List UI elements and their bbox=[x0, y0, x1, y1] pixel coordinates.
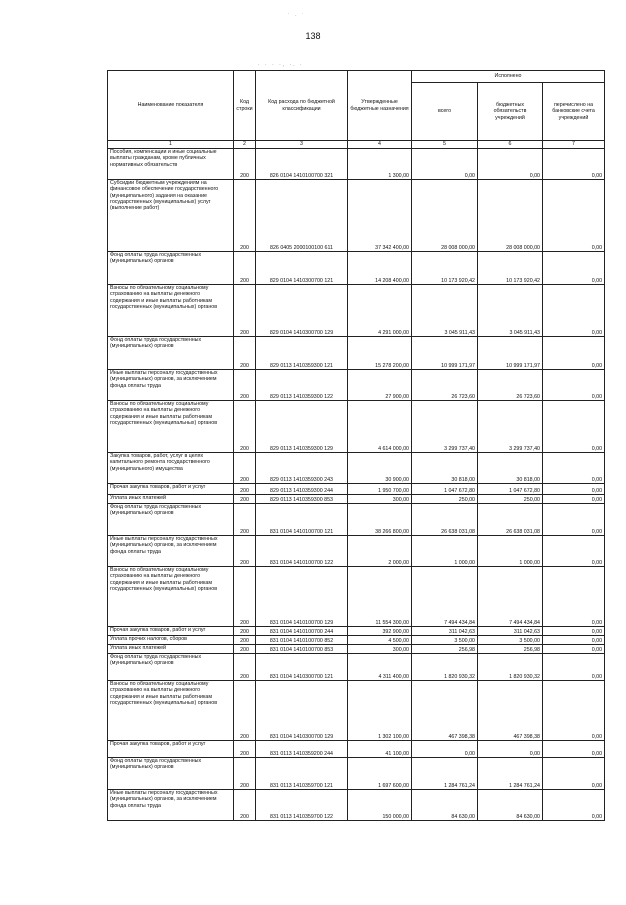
row-budget-code: 829 0113 1410359300 122 bbox=[256, 370, 348, 401]
row-budget-code: 829 0113 1410359300 853 bbox=[256, 495, 348, 504]
header-executed: Исполнено bbox=[412, 71, 605, 83]
row-bank-transfer: 0,00 bbox=[543, 180, 605, 252]
row-approved: 1 300,00 bbox=[348, 149, 412, 180]
row-obligations: 26 723,60 bbox=[478, 370, 543, 401]
row-approved: 30 900,00 bbox=[348, 453, 412, 484]
row-approved: 300,00 bbox=[348, 645, 412, 654]
row-name: Иные выплаты персоналу государственных (муниципальных) органов, за исключением фонда оплаты труда bbox=[108, 790, 234, 821]
row-name: Прочая закупка товаров, работ и услуг bbox=[108, 627, 234, 636]
row-name: Взносы по обязательному социальному страхованию на выплаты денежного содержания и иные выплаты работникам государственных (муниципальных) органов bbox=[108, 681, 234, 741]
row-name: Фонд оплаты труда государственных (муниципальных) органов bbox=[108, 654, 234, 681]
row-line-code: 200 bbox=[234, 285, 256, 337]
row-total: 1 820 930,32 bbox=[412, 654, 478, 681]
row-total: 26 638 031,08 bbox=[412, 504, 478, 536]
row-bank-transfer: 0,00 bbox=[543, 636, 605, 645]
row-name: Иные выплаты персоналу государственных (муниципальных) органов, за исключением фонда оплаты труда bbox=[108, 536, 234, 567]
row-total: 0,00 bbox=[412, 741, 478, 758]
row-name: Взносы по обязательному социальному страхованию на выплаты денежного содержания и иные выплаты работникам государственных (муниципальных) органов bbox=[108, 285, 234, 337]
row-bank-transfer: 0,00 bbox=[543, 504, 605, 536]
table-row bbox=[108, 453, 605, 484]
table-row bbox=[108, 495, 605, 504]
row-approved: 14 208 400,00 bbox=[348, 252, 412, 285]
row-obligations: 1 000,00 bbox=[478, 536, 543, 567]
row-approved: 37 342 400,00 bbox=[348, 180, 412, 252]
table-row bbox=[108, 681, 605, 741]
row-obligations: 0,00 bbox=[478, 741, 543, 758]
row-bank-transfer: 0,00 bbox=[543, 567, 605, 627]
row-budget-code: 829 0113 1410359300 129 bbox=[256, 401, 348, 453]
table-row bbox=[108, 790, 605, 821]
row-budget-code: 831 0113 1410359200 244 bbox=[256, 741, 348, 758]
row-obligations: 10 999 171,97 bbox=[478, 337, 543, 370]
row-budget-code: 831 0104 1410100700 853 bbox=[256, 645, 348, 654]
row-obligations: 256,98 bbox=[478, 645, 543, 654]
row-total: 256,98 bbox=[412, 645, 478, 654]
row-name: Уплата иных платежей bbox=[108, 645, 234, 654]
row-total: 467 398,38 bbox=[412, 681, 478, 741]
row-total: 10 173 920,42 bbox=[412, 252, 478, 285]
row-bank-transfer: 0,00 bbox=[543, 149, 605, 180]
row-obligations: 26 638 031,08 bbox=[478, 504, 543, 536]
row-obligations: 311 042,63 bbox=[478, 627, 543, 636]
row-total: 1 047 672,80 bbox=[412, 484, 478, 495]
row-name: Прочая закупка товаров, работ и услуг bbox=[108, 484, 234, 495]
row-line-code: 200 bbox=[234, 741, 256, 758]
scan-speck: · · · ·, ·. · bbox=[258, 62, 304, 68]
row-approved: 4 614 000,00 bbox=[348, 401, 412, 453]
row-line-code: 200 bbox=[234, 654, 256, 681]
column-number: 4 bbox=[348, 141, 412, 149]
table-row bbox=[108, 484, 605, 495]
row-name: Субсидии бюджетным учреждениям на финансовое обеспечение государственного (муниципального) задания на оказание государственных (муниципальных) услуг (выполнение работ) bbox=[108, 180, 234, 252]
table-row bbox=[108, 567, 605, 627]
row-bank-transfer: 0,00 bbox=[543, 337, 605, 370]
row-line-code: 200 bbox=[234, 495, 256, 504]
row-total: 250,00 bbox=[412, 495, 478, 504]
row-line-code: 200 bbox=[234, 645, 256, 654]
row-total: 0,00 bbox=[412, 149, 478, 180]
row-bank-transfer: 0,00 bbox=[543, 370, 605, 401]
row-bank-transfer: 0,00 bbox=[543, 645, 605, 654]
row-budget-code: 831 0104 1410100700 129 bbox=[256, 567, 348, 627]
row-budget-code: 831 0104 1410100700 122 bbox=[256, 536, 348, 567]
row-bank-transfer: 0,00 bbox=[543, 654, 605, 681]
row-approved: 150 000,00 bbox=[348, 790, 412, 821]
row-approved: 392 900,00 bbox=[348, 627, 412, 636]
table-row bbox=[108, 180, 605, 252]
row-line-code: 200 bbox=[234, 636, 256, 645]
row-line-code: 200 bbox=[234, 758, 256, 790]
table-row bbox=[108, 504, 605, 536]
column-number: 6 bbox=[478, 141, 543, 149]
row-obligations: 28 008 000,00 bbox=[478, 180, 543, 252]
table-row bbox=[108, 741, 605, 758]
header-approved: Утвержденные бюджетные назначения bbox=[348, 71, 412, 141]
row-budget-code: 826 0405 2000100100 611 bbox=[256, 180, 348, 252]
column-number: 1 bbox=[108, 141, 234, 149]
row-approved: 4 500,00 bbox=[348, 636, 412, 645]
row-bank-transfer: 0,00 bbox=[543, 453, 605, 484]
row-line-code: 200 bbox=[234, 567, 256, 627]
row-budget-code: 829 0113 1410359300 244 bbox=[256, 484, 348, 495]
row-approved: 4 291 000,00 bbox=[348, 285, 412, 337]
row-total: 10 999 171,97 bbox=[412, 337, 478, 370]
row-name: Фонд оплаты труда государственных (муниципальных) органов bbox=[108, 337, 234, 370]
row-line-code: 200 bbox=[234, 504, 256, 536]
row-approved: 300,00 bbox=[348, 495, 412, 504]
row-obligations: 3 500,00 bbox=[478, 636, 543, 645]
table-row bbox=[108, 337, 605, 370]
row-budget-code: 829 0104 1410300700 121 bbox=[256, 252, 348, 285]
row-line-code: 200 bbox=[234, 149, 256, 180]
row-approved: 4 311 400,00 bbox=[348, 654, 412, 681]
row-bank-transfer: 0,00 bbox=[543, 790, 605, 821]
table-row bbox=[108, 636, 605, 645]
row-total: 30 818,00 bbox=[412, 453, 478, 484]
row-total: 84 630,00 bbox=[412, 790, 478, 821]
row-budget-code: 831 0104 1410300700 121 bbox=[256, 654, 348, 681]
row-obligations: 7 494 434,84 bbox=[478, 567, 543, 627]
row-bank-transfer: 0,00 bbox=[543, 285, 605, 337]
row-budget-code: 831 0113 1410359700 122 bbox=[256, 790, 348, 821]
row-obligations: 1 284 761,24 bbox=[478, 758, 543, 790]
row-total: 1 284 761,24 bbox=[412, 758, 478, 790]
row-line-code: 200 bbox=[234, 681, 256, 741]
row-line-code: 200 bbox=[234, 484, 256, 495]
table-row bbox=[108, 536, 605, 567]
row-approved: 1 697 600,00 bbox=[348, 758, 412, 790]
row-total: 311 042,63 bbox=[412, 627, 478, 636]
row-name: Фонд оплаты труда государственных (муниципальных) органов bbox=[108, 504, 234, 536]
header-line-code: Код строки bbox=[234, 71, 256, 141]
row-line-code: 200 bbox=[234, 453, 256, 484]
table-row bbox=[108, 758, 605, 790]
row-budget-code: 831 0104 1410100700 121 bbox=[256, 504, 348, 536]
row-obligations: 250,00 bbox=[478, 495, 543, 504]
row-budget-code: 829 0113 1410359300 243 bbox=[256, 453, 348, 484]
row-approved: 2 000,00 bbox=[348, 536, 412, 567]
budget-execution-table bbox=[107, 70, 605, 821]
row-bank-transfer: 0,00 bbox=[543, 741, 605, 758]
row-line-code: 200 bbox=[234, 252, 256, 285]
header-budget-obligations: бюджетных обязательств учреждений bbox=[478, 83, 543, 141]
row-budget-code: 831 0104 1410300700 129 bbox=[256, 681, 348, 741]
row-approved: 41 100,00 bbox=[348, 741, 412, 758]
row-name: Взносы по обязательному социальному страхованию на выплаты денежного содержания и иные выплаты работникам государственных (муниципальных) органов bbox=[108, 401, 234, 453]
row-approved: 15 278 200,00 bbox=[348, 337, 412, 370]
row-budget-code: 829 0104 1410300700 129 bbox=[256, 285, 348, 337]
row-budget-code: 826 0104 1410100700 321 bbox=[256, 149, 348, 180]
row-bank-transfer: 0,00 bbox=[543, 627, 605, 636]
row-approved: 1 950 700,00 bbox=[348, 484, 412, 495]
row-obligations: 3 045 911,43 bbox=[478, 285, 543, 337]
row-name: Закупка товаров, работ, услуг в целях капитального ремонта государственного (муниципального) имущества bbox=[108, 453, 234, 484]
table-row bbox=[108, 252, 605, 285]
column-number: 2 bbox=[234, 141, 256, 149]
row-approved: 11 554 300,00 bbox=[348, 567, 412, 627]
row-approved: 1 302 100,00 bbox=[348, 681, 412, 741]
row-budget-code: 831 0104 1410100700 852 bbox=[256, 636, 348, 645]
row-obligations: 467 398,38 bbox=[478, 681, 543, 741]
row-name: Фонд оплаты труда государственных (муниципальных) органов bbox=[108, 252, 234, 285]
row-approved: 27 900,00 bbox=[348, 370, 412, 401]
row-line-code: 200 bbox=[234, 180, 256, 252]
row-name: Иные выплаты персоналу государственных (муниципальных) органов, за исключением фонда оплаты труда bbox=[108, 370, 234, 401]
row-bank-transfer: 0,00 bbox=[543, 758, 605, 790]
row-line-code: 200 bbox=[234, 536, 256, 567]
header-name: Наименование показателя bbox=[108, 71, 234, 141]
row-bank-transfer: 0,00 bbox=[543, 536, 605, 567]
row-line-code: 200 bbox=[234, 401, 256, 453]
row-line-code: 200 bbox=[234, 790, 256, 821]
row-bank-transfer: 0,00 bbox=[543, 495, 605, 504]
page-number: 138 bbox=[305, 31, 321, 41]
table-row bbox=[108, 627, 605, 636]
row-budget-code: 829 0113 1410359300 121 bbox=[256, 337, 348, 370]
row-bank-transfer: 0,00 bbox=[543, 484, 605, 495]
row-line-code: 200 bbox=[234, 370, 256, 401]
row-budget-code: 831 0113 1410359700 121 bbox=[256, 758, 348, 790]
row-obligations: 3 299 737,40 bbox=[478, 401, 543, 453]
row-obligations: 1 820 930,32 bbox=[478, 654, 543, 681]
row-name: Прочая закупка товаров, работ и услуг bbox=[108, 741, 234, 758]
table-row bbox=[108, 149, 605, 180]
row-total: 26 723,60 bbox=[412, 370, 478, 401]
table-row bbox=[108, 370, 605, 401]
row-obligations: 1 047 672,80 bbox=[478, 484, 543, 495]
row-total: 7 494 434,84 bbox=[412, 567, 478, 627]
scan-speck: ˙ · ˙ bbox=[288, 13, 306, 19]
row-line-code: 200 bbox=[234, 627, 256, 636]
row-name: Пособия, компенсации и иные социальные выплаты гражданам, кроме публичных нормативных обязательств bbox=[108, 149, 234, 180]
row-total: 3 299 737,40 bbox=[412, 401, 478, 453]
row-budget-code: 831 0104 1410100700 244 bbox=[256, 627, 348, 636]
row-bank-transfer: 0,00 bbox=[543, 681, 605, 741]
column-number-row bbox=[108, 141, 605, 149]
row-name: Взносы по обязательному социальному страхованию на выплаты денежного содержания и иные выплаты работникам государственных (муниципальных) органов bbox=[108, 567, 234, 627]
table-row bbox=[108, 645, 605, 654]
row-name: Уплата прочих налогов, сборов bbox=[108, 636, 234, 645]
row-bank-transfer: 0,00 bbox=[543, 401, 605, 453]
row-obligations: 84 630,00 bbox=[478, 790, 543, 821]
row-name: Уплата иных платежей bbox=[108, 495, 234, 504]
row-bank-transfer: 0,00 bbox=[543, 252, 605, 285]
row-obligations: 10 173 920,42 bbox=[478, 252, 543, 285]
header-budget-code: Код расхода по бюджетной классификации bbox=[256, 71, 348, 141]
column-number: 5 bbox=[412, 141, 478, 149]
table-row bbox=[108, 285, 605, 337]
row-total: 3 045 911,43 bbox=[412, 285, 478, 337]
table-row bbox=[108, 654, 605, 681]
column-number: 7 bbox=[543, 141, 605, 149]
header-total: всего bbox=[412, 83, 478, 141]
row-line-code: 200 bbox=[234, 337, 256, 370]
row-obligations: 0,00 bbox=[478, 149, 543, 180]
row-name: Фонд оплаты труда государственных (муниципальных) органов bbox=[108, 758, 234, 790]
row-total: 1 000,00 bbox=[412, 536, 478, 567]
column-number: 3 bbox=[256, 141, 348, 149]
row-total: 28 008 000,00 bbox=[412, 180, 478, 252]
row-approved: 38 266 800,00 bbox=[348, 504, 412, 536]
row-total: 3 500,00 bbox=[412, 636, 478, 645]
row-obligations: 30 818,00 bbox=[478, 453, 543, 484]
header-bank-transfer: перечислено на банковские счета учреждений bbox=[543, 83, 605, 141]
table-row bbox=[108, 401, 605, 453]
